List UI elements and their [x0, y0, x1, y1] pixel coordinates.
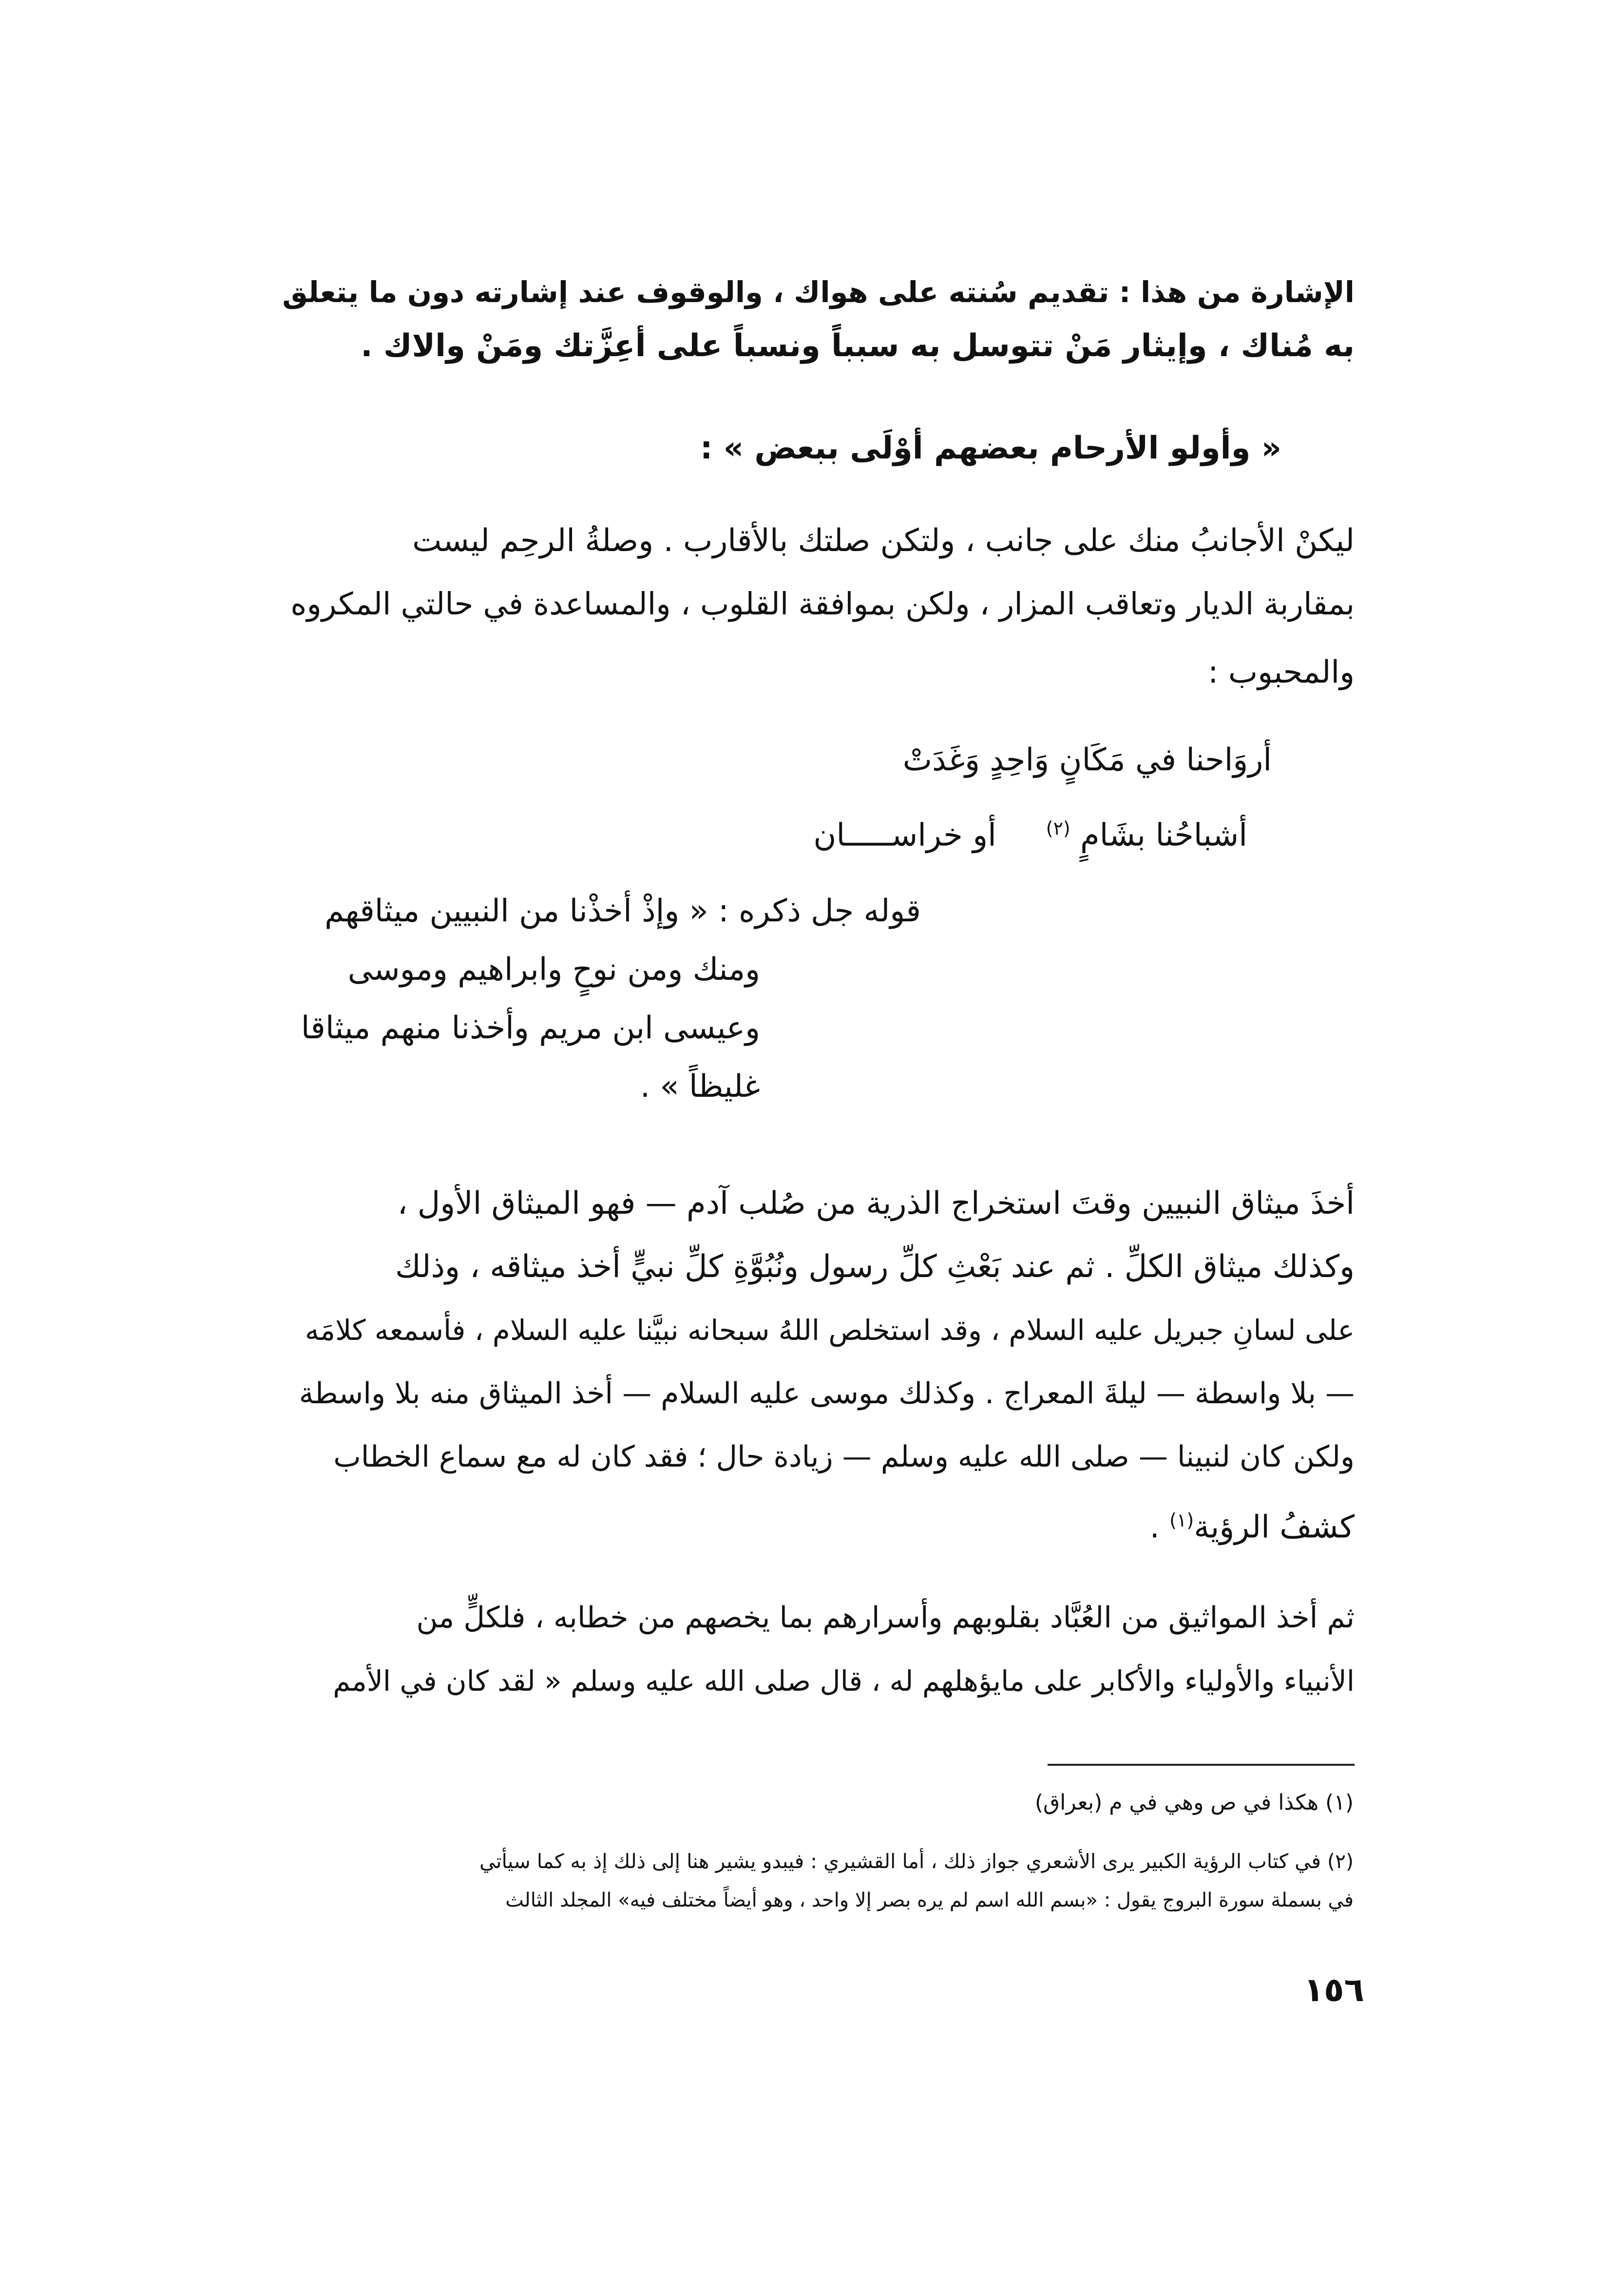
paragraph-3-line-1: أخذَ ميثاق النبيين وقتَ استخراج الذرية من صُلب آدم — فهو الميثاق الأول ،: [397, 1185, 1355, 1222]
verse-2-line-4: غليظاً » .: [640, 1069, 760, 1105]
poem-line-2: [813, 804, 1247, 859]
poem: [380, 726, 1277, 872]
paragraph-3: [278, 1169, 1355, 1569]
paragraph-3-line-6-text: كشفُ الرؤية: [1194, 1509, 1355, 1546]
poem-line-2-first-half: أشباحُنا بشَامٍ: [1080, 817, 1247, 854]
paragraph-3-line-6: [1149, 1496, 1355, 1551]
paragraph-4-line-1: ثم أخذ المواثيق من العُبَّاد بقلوبهم وأسرارهم بما يخصهم من خطابه ، فلكلٍّ من: [416, 1601, 1355, 1635]
poem-line-2-second-half: أو خراســـــان: [813, 817, 996, 854]
paragraph-4-line-2: الأنبياء والأولياء والأكابر على مايؤهلهم له ، قال صلى الله عليه وسلم « لقد كان في الأمم: [333, 1664, 1355, 1698]
paragraph-4: [278, 1584, 1355, 1730]
verse-1-line: « وأولو الأرحام بعضهم أوْلَى ببعض » :: [700, 430, 1281, 466]
paragraph-3-line-4: — بلا واسطة — ليلةَ المعراج . وكذلك موسى عليه السلام — أخذ الميثاق منه بلا واسطة: [299, 1376, 1355, 1411]
paragraph-2-line-2: بمقاربة الديار وتعاقب المزار ، ولكن بموافقة القلوب ، والمساعدة في حالتي المكروه: [290, 586, 1355, 622]
verse-1: [682, 424, 1281, 482]
footnote-2-line-1: (٢) في كتاب الرؤية الكبير يرى الأشعري جواز ذلك ، أما القشيري : فيبدو يشير هنا إلى ذلك إذ به كما سيأتي: [479, 1850, 1354, 1873]
verse-2: [278, 877, 921, 1150]
footnote-2-line-2: في بسملة سورة البروج يقول : «بسم الله اسم لم يره بصر إلا واحد ، وهو أيضاً مختلف فيه» المجلد الثالث: [505, 1889, 1354, 1911]
verse-2-line-1: قوله جل ذكره : « وإذْ أخذْنا من النبيين ميثاقهم: [325, 893, 921, 929]
paragraph-3-line-2: وكذلك ميثاق الكلِّ . ثم عند بَعْثِ كلِّ رسول ونُبُوَّةِ كلِّ نبيٍّ أخذ ميثاقه ، وذلك: [395, 1249, 1355, 1285]
paragraph-2-line-1: ليكنْ الأجانبُ منك على جانب ، ولتكن صلتك بالأقارب . وصلةُ الرحِم ليست: [412, 523, 1355, 559]
paragraph-1-line-1: الإشارة من هذا : تقديم سُنته على هواك ، والوقوف عند إشارته دون ما يتعلق: [282, 275, 1355, 309]
paragraph-3-line-5: ولكن كان لنبينا — صلى الله عليه وسلم — زيادة حال ؛ فقد كان له مع سماع الخطاب: [333, 1440, 1355, 1474]
footnote-ref-2: (٢): [1046, 818, 1070, 839]
paragraph-1-line-2: به مُناك ، وإيثار مَنْ تتوسل به سبباً ونسباً على أعِزَّتك ومَنْ والاك .: [361, 328, 1355, 364]
paragraph-3-line-3: على لسانِ جبريل عليه السلام ، وقد استخلص اللهُ سبحانه نبيَّنا عليه السلام ، فأسمعه كلامَه: [305, 1314, 1355, 1347]
footnote-ref-1: (١): [1169, 1509, 1194, 1531]
footnote-separator: [1048, 1764, 1355, 1766]
paragraph-2-line-3: والمحبوب :: [1207, 654, 1355, 690]
paragraph-3-line-6-end: .: [1149, 1509, 1170, 1546]
verse-2-line-3: وعيسى ابن مريم وأخذنا منهم ميثاقا: [301, 1010, 760, 1046]
paragraph-2: [278, 507, 1355, 711]
page-number: ١٥٦: [1303, 1971, 1364, 2009]
poem-line-1: أروَاحنا في مَكَانٍ وَاحِدٍ وَغَدَتْ: [902, 742, 1272, 778]
footnote-1: (١) هكذا في ص وهي في م (بعراق): [1034, 1790, 1354, 1815]
paragraph-1: [278, 253, 1355, 370]
verse-2-line-2: ومنك ومن نوحٍ وابراهيم وموسى: [347, 952, 760, 988]
